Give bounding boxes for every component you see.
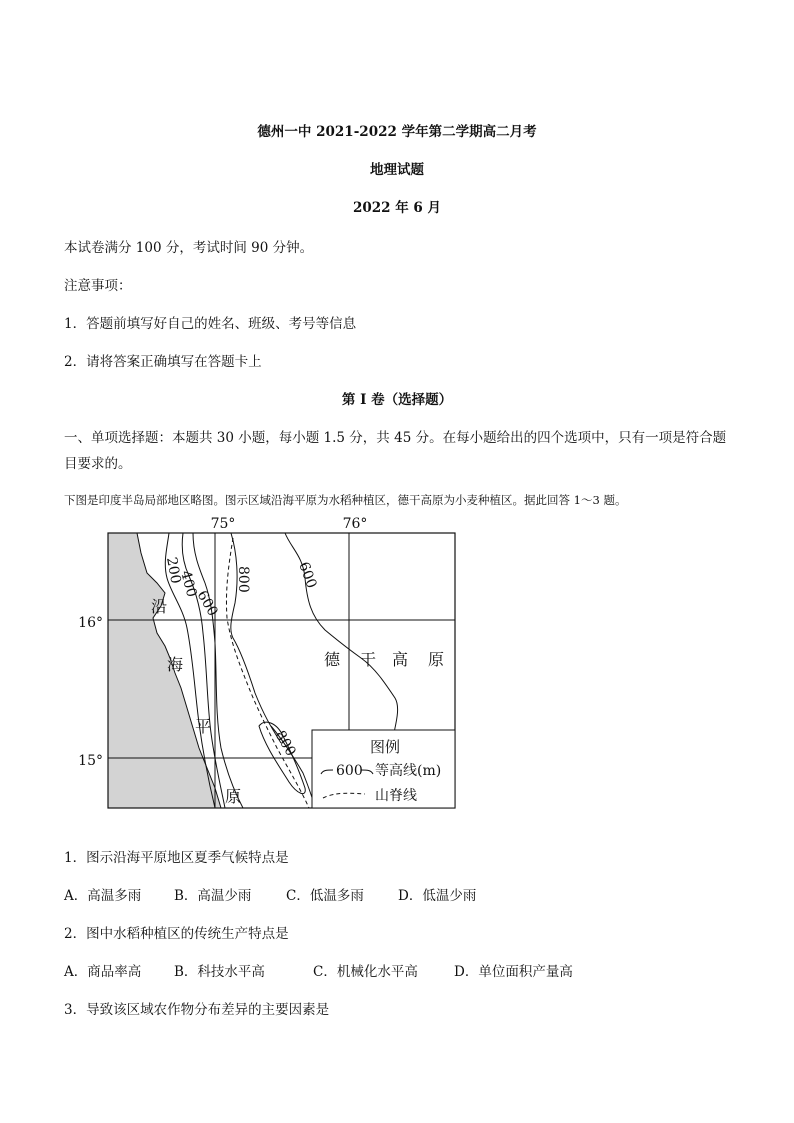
contour-600-right-label: 600 xyxy=(295,559,320,591)
question-1-option-b: B．高温少雨 xyxy=(174,888,252,904)
contour-800-top-line xyxy=(231,533,281,743)
exam-date: 2022 年 6 月 xyxy=(352,200,442,216)
legend-contour-label: 等高线(m) xyxy=(375,763,442,779)
question-2-option-b: B．科技水平高 xyxy=(174,964,265,980)
question-1-stem: 1．图示沿海平原地区夏季气候特点是 xyxy=(64,850,289,866)
contour-800-bottom-label: 800 xyxy=(271,728,299,760)
plain-char-4: 原 xyxy=(225,787,242,806)
plateau-char-4: 原 xyxy=(428,650,445,669)
contour-600-left-label: 600 xyxy=(193,588,221,620)
question-1-option-d: D．低温少雨 xyxy=(398,888,477,904)
india-peninsula-map xyxy=(75,508,475,818)
plain-char-1: 沿 xyxy=(151,597,168,616)
plateau-char-1: 德 xyxy=(324,650,341,669)
notice-title: 注意事项： xyxy=(64,278,132,294)
question-2-option-c: C．机械化水平高 xyxy=(313,964,418,980)
legend-ridge-label: 山脊线 xyxy=(375,788,417,804)
lon-75-label: 75° xyxy=(210,516,236,532)
legend-title: 图例 xyxy=(369,738,401,756)
contour-800-top-label: 800 xyxy=(235,566,251,593)
sea-area xyxy=(108,533,221,808)
question-1-option-c: C．低温多雨 xyxy=(286,888,364,904)
subject-title: 地理试题 xyxy=(370,162,424,178)
section-instruction-line1: 一、单项选择题：本题共 30 小题，每小题 1.5 分，共 45 分。在每小题给出的四个选项中，只有一项是符合题 xyxy=(64,430,727,446)
notice-item-2: 2．请将答案正确填写在答题卡上 xyxy=(64,354,262,370)
lon-76-label: 76° xyxy=(342,516,368,532)
plain-char-3: 平 xyxy=(195,717,212,736)
question-2-stem: 2．图中水稻种植区的传统生产特点是 xyxy=(64,926,289,942)
notice-item-1: 1．答题前填写好自己的姓名、班级、考号等信息 xyxy=(64,316,357,332)
plain-char-2: 海 xyxy=(167,655,184,674)
question-1-option-a: A．高温多雨 xyxy=(64,888,142,904)
plateau-char-2: 干 xyxy=(360,650,377,669)
exam-title: 德州一中 2021-2022 学年第二学期高二月考 xyxy=(257,124,537,140)
section-instruction-line2: 目要求的。 xyxy=(64,456,132,472)
question-3-stem: 3．导致该区域农作物分布差异的主要因素是 xyxy=(64,1002,330,1018)
question-2-option-d: D．单位面积产量高 xyxy=(454,964,573,980)
contour-400-label: 400 xyxy=(177,568,200,599)
section-title: 第 I 卷（选择题） xyxy=(341,392,453,408)
question-2-option-a: A．商品率高 xyxy=(64,964,142,980)
legend-contour-value: 600 xyxy=(336,763,363,779)
plateau-char-3: 高 xyxy=(392,650,409,669)
contour-200-label: 200 xyxy=(163,555,184,586)
lat-16-label: 16° xyxy=(78,615,103,631)
lat-15-label: 15° xyxy=(78,753,103,769)
score-time-note: 本试卷满分 100 分，考试时间 90 分钟。 xyxy=(64,240,314,256)
passage-text: 下图是印度半岛局部地区略图。图示区域沿海平原为水稻种植区，德干高原为小麦种植区。据此回答 1～3 题。 xyxy=(64,493,627,507)
map-legend xyxy=(312,730,455,808)
